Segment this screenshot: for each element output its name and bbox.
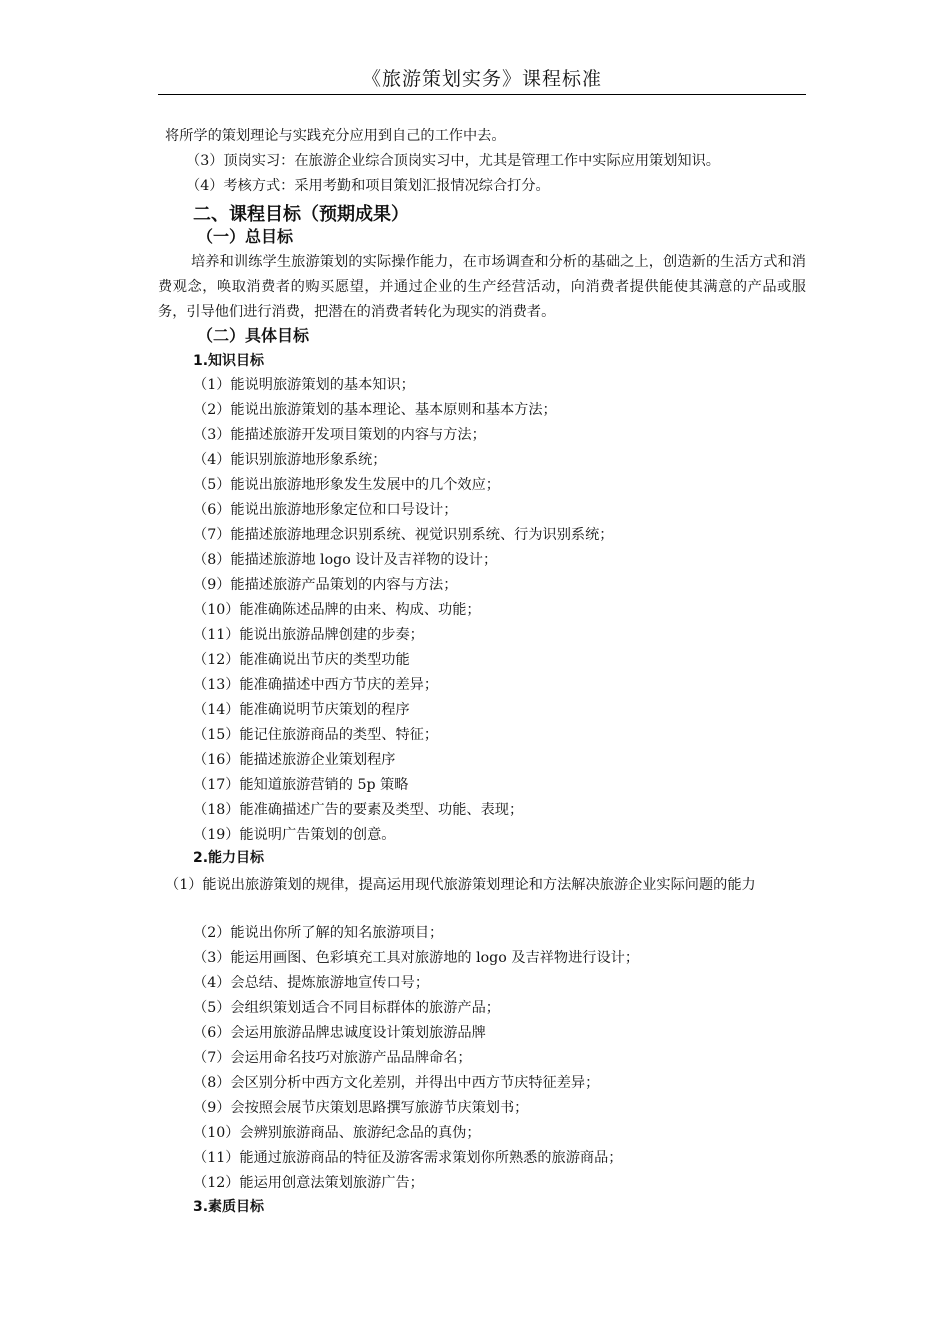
ability-item: （6）会运用旅游品牌忠诚度设计策划旅游品牌 — [193, 1025, 486, 1041]
intro-line-1: 将所学的策划理论与实践充分应用到自己的工作中去。 — [165, 128, 506, 144]
ability-item-1: （1）能说出旅游策划的规律，提高运用现代旅游策划理论和方法解决旅游企业实际问题的能力 — [165, 877, 756, 893]
ability-item: （9）会按照会展节庆策划思路撰写旅游节庆策划书； — [193, 1100, 529, 1116]
knowledge-item: （4）能识别旅游地形象系统； — [193, 452, 387, 468]
ability-item: （2）能说出你所了解的知名旅游项目； — [193, 925, 444, 941]
knowledge-item: （14）能准确说明节庆策划的程序 — [193, 702, 410, 718]
ability-item: （7）会运用命名技巧对旅游产品品牌命名； — [193, 1050, 472, 1066]
knowledge-item: （5）能说出旅游地形象发生发展中的几个效应； — [193, 477, 500, 493]
knowledge-item: （7）能描述旅游地理念识别系统、视觉识别系统、行为识别系统； — [193, 527, 614, 543]
knowledge-item: （8）能描述旅游地 logo 设计及吉祥物的设计； — [193, 552, 498, 568]
knowledge-item: （19）能说明广告策划的创意。 — [193, 827, 396, 843]
intro-line-3: （4）考核方式：采用考勤和项目策划汇报情况综合打分。 — [186, 178, 550, 194]
knowledge-item: （16）能描述旅游企业策划程序 — [193, 752, 396, 768]
ability-item: （4）会总结、提炼旅游地宣传口号； — [193, 975, 430, 991]
specific-goal-heading: （二）具体目标 — [197, 326, 310, 345]
ability-item: （11）能通过旅游商品的特征及游客需求策划你所熟悉的旅游商品； — [193, 1150, 623, 1166]
section-heading: 二、课程目标（预期成果） — [193, 204, 409, 225]
ability-item: （10）会辨别旅游商品、旅游纪念品的真伪； — [193, 1125, 481, 1141]
knowledge-item: （18）能准确描述广告的要素及类型、功能、表现； — [193, 802, 524, 818]
overall-goal-paragraph: 培养和训练学生旅游策划的实际操作能力，在市场调查和分析的基础之上，创造新的生活方式和消费观念，唤取消费者的购买愿望，并通过企业的生产经营活动，向消费者提供能使其满意的产品或服务，引导他们进行消费，把潜在的消费者转化为现实的消费者。 — [158, 254, 806, 320]
quality-heading: 3.素质目标 — [193, 1199, 265, 1215]
knowledge-item: （15）能记住旅游商品的类型、特征； — [193, 727, 439, 743]
knowledge-item: （17）能知道旅游营销的 5p 策略 — [193, 777, 409, 793]
ability-heading: 2.能力目标 — [193, 850, 265, 866]
knowledge-item: （1）能说明旅游策划的基本知识； — [193, 377, 415, 393]
ability-item: （3）能运用画图、色彩填充工具对旅游地的 logo 及吉祥物进行设计； — [193, 950, 640, 966]
ability-item: （12）能运用创意法策划旅游广告； — [193, 1175, 424, 1191]
knowledge-item: （12）能准确说出节庆的类型功能 — [193, 652, 410, 668]
knowledge-item: （6）能说出旅游地形象定位和口号设计； — [193, 502, 458, 518]
knowledge-item: （2）能说出旅游策划的基本理论、基本原则和基本方法； — [193, 402, 557, 418]
knowledge-heading: 1.知识目标 — [193, 353, 265, 369]
document-title: 《旅游策划实务》课程标准 — [361, 68, 602, 90]
knowledge-item: （11）能说出旅游品牌创建的步奏； — [193, 627, 424, 643]
knowledge-item: （9）能描述旅游产品策划的内容与方法； — [193, 577, 458, 593]
overall-goal-heading: （一）总目标 — [197, 227, 294, 246]
knowledge-item: （10）能准确陈述品牌的由来、构成、功能； — [193, 602, 481, 618]
ability-item: （8）会区别分析中西方文化差别，并得出中西方节庆特征差异； — [193, 1075, 600, 1091]
ability-item: （5）会组织策划适合不同目标群体的旅游产品； — [193, 1000, 500, 1016]
knowledge-item: （3）能描述旅游开发项目策划的内容与方法； — [193, 427, 486, 443]
page-header — [158, 66, 806, 95]
intro-line-2: （3）顶岗实习：在旅游企业综合顶岗实习中，尤其是管理工作中实际应用策划知识。 — [186, 153, 720, 169]
knowledge-item: （13）能准确描述中西方节庆的差异； — [193, 677, 439, 693]
